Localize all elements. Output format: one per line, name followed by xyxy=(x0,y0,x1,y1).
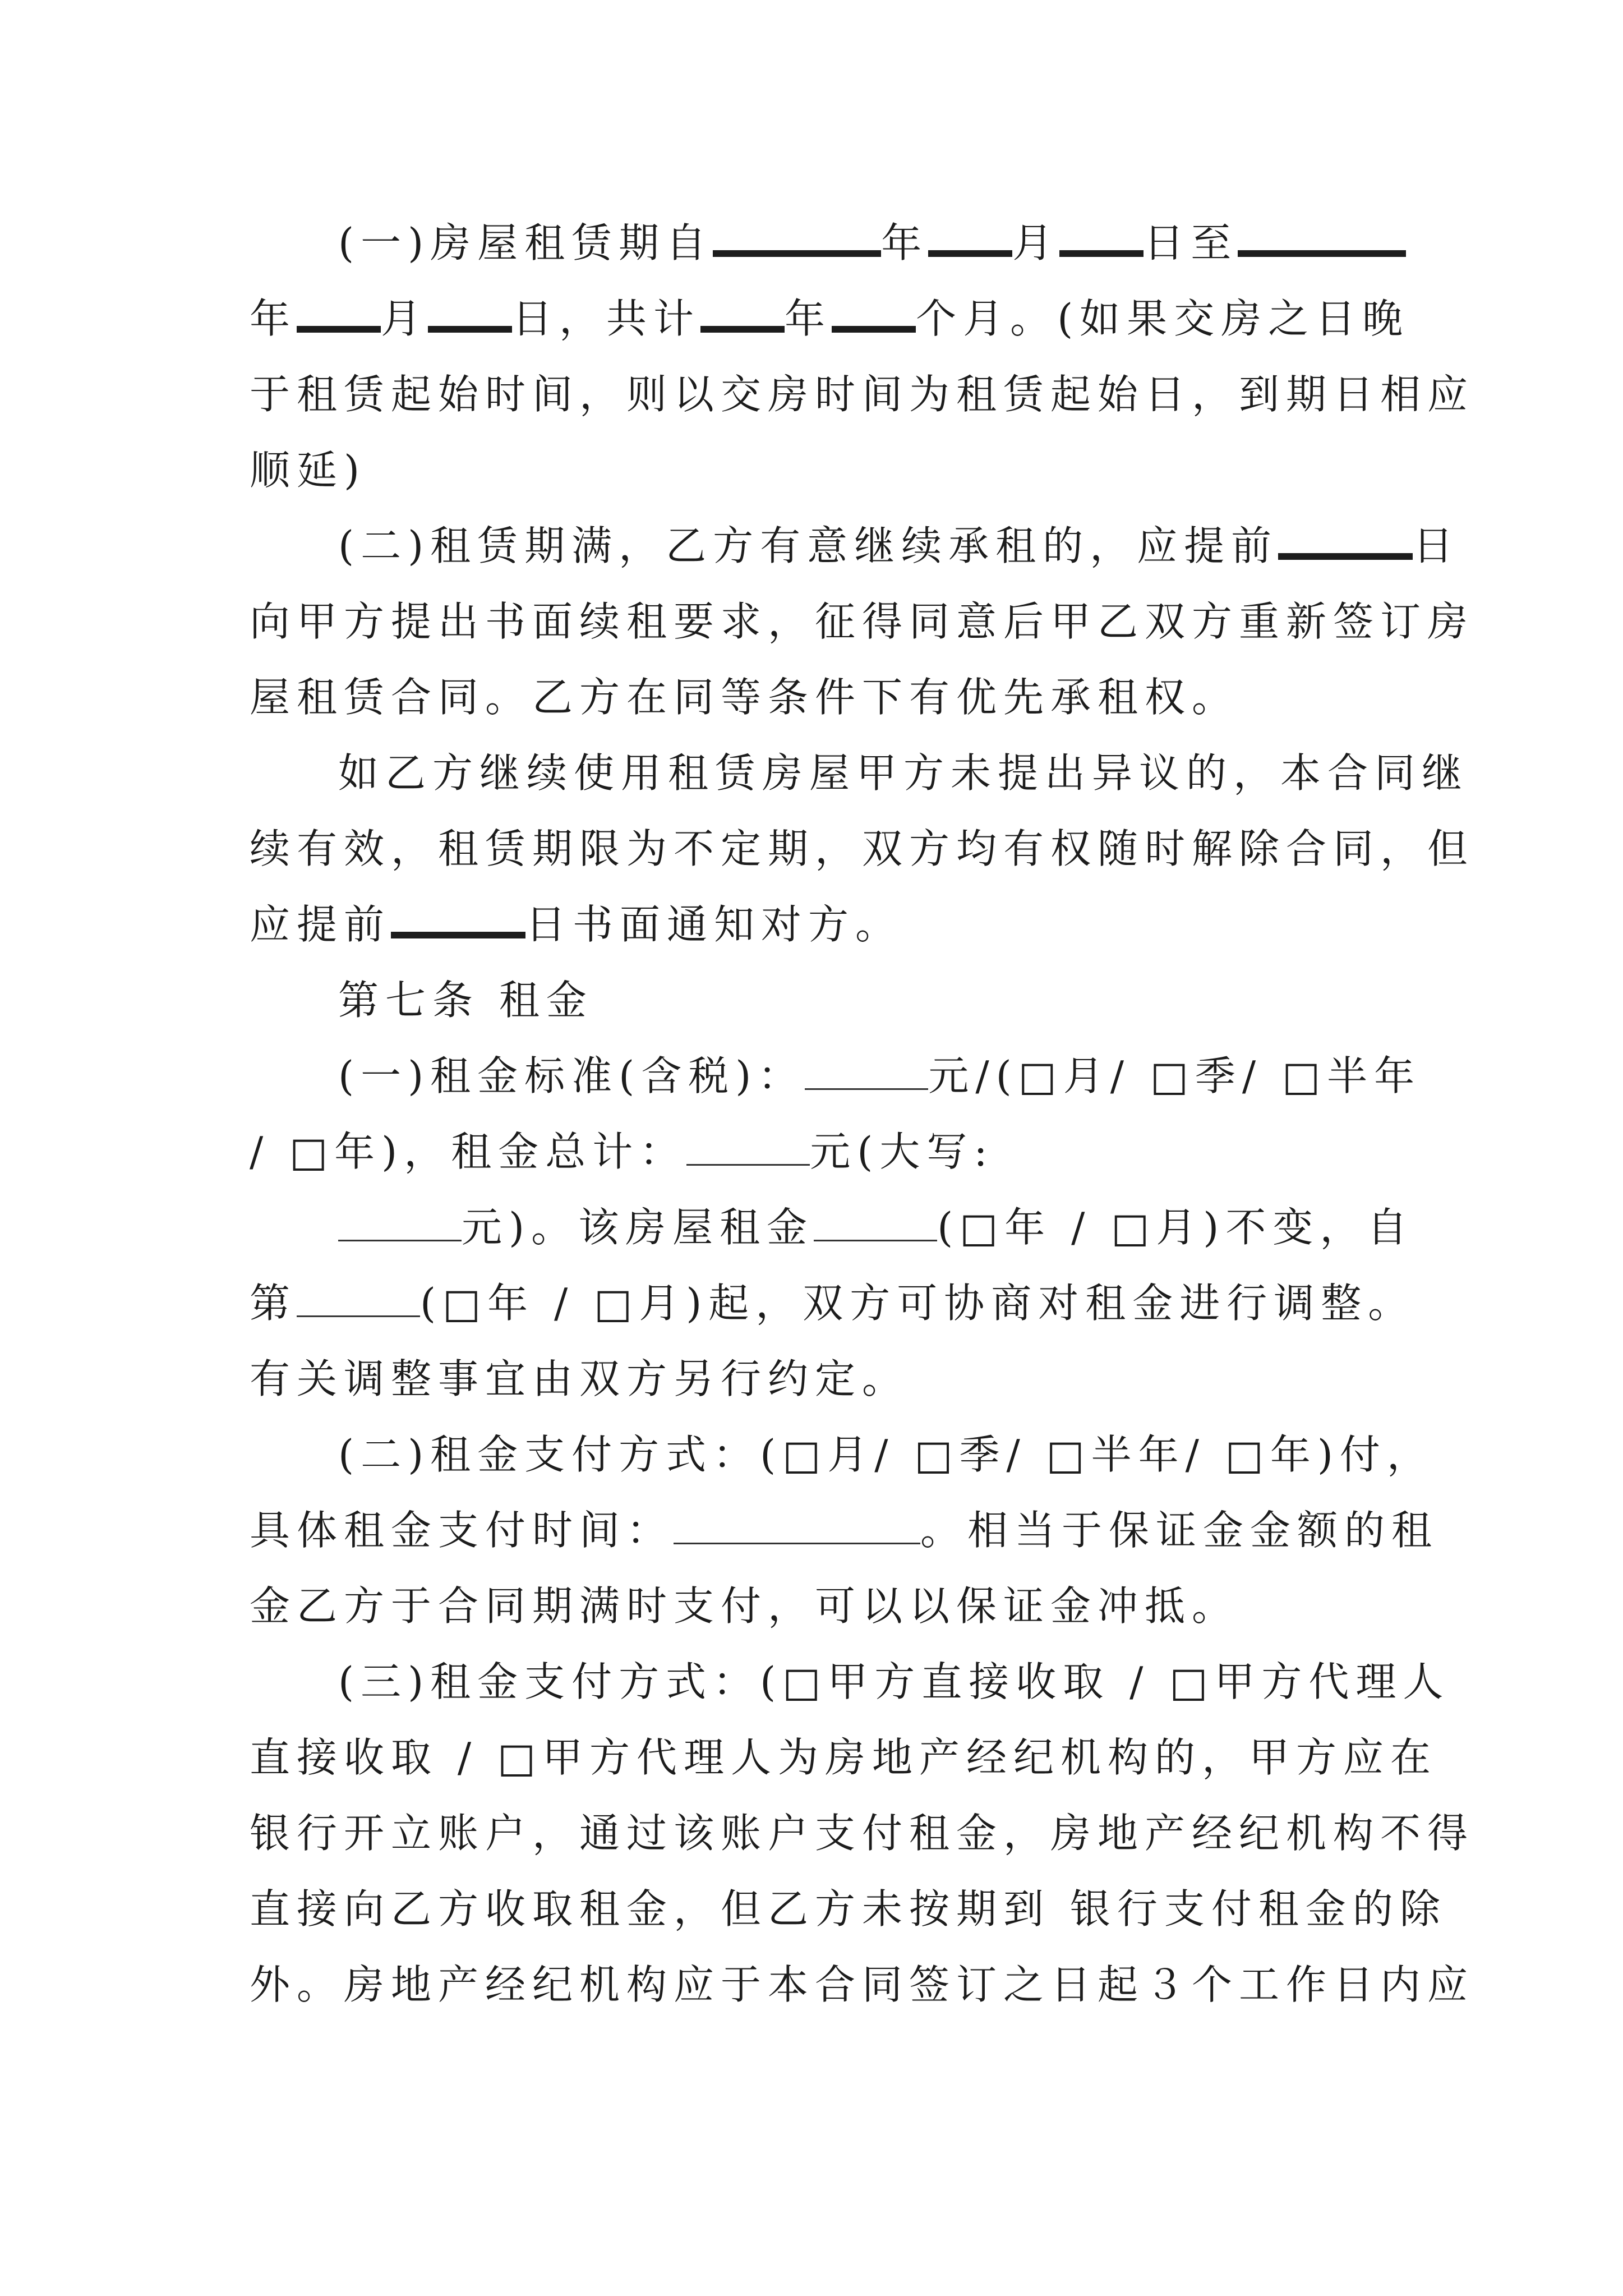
fill-in-blank[interactable] xyxy=(686,1136,810,1166)
text-run: 向甲方提出书面续租要求，征得同意后甲乙双方重新签订房 xyxy=(250,598,1475,645)
text-line xyxy=(250,1871,1447,1947)
fill-in-blank[interactable] xyxy=(700,299,785,333)
text-line xyxy=(250,583,1475,660)
text-line xyxy=(250,1492,1439,1568)
text-run: (三)租金支付方式：(□甲方直接收取 / □甲方代理人 xyxy=(338,1658,1450,1705)
fill-in-blank[interactable] xyxy=(297,1287,420,1317)
text-run: 于租赁起始时间，则以交房时间为租赁起始日，到期日相应 xyxy=(250,371,1475,418)
text-run: 日 xyxy=(1413,522,1460,569)
fill-in-blank[interactable] xyxy=(713,223,881,257)
text-run: 年 xyxy=(250,295,297,342)
text-line xyxy=(250,1265,1415,1341)
fill-in-blank[interactable] xyxy=(814,1212,937,1241)
text-run: 外。房地产经纪机构应于本合同签订之日起３个工作日内应 xyxy=(250,1961,1475,2008)
text-line xyxy=(250,1719,1438,1796)
text-run: 顺延) xyxy=(250,447,367,494)
fill-in-blank[interactable] xyxy=(391,905,525,938)
text-run: (一)房屋租赁期自 xyxy=(338,219,713,266)
text-line xyxy=(250,886,1382,963)
text-line xyxy=(250,1341,1382,1417)
text-run: 日书面通知对方。 xyxy=(525,901,903,948)
text-run: 直接收取 / □甲方代理人为房地产经纪机构的，甲方应在 xyxy=(250,1734,1438,1781)
text-run: 日至 xyxy=(1144,219,1238,266)
fill-in-blank[interactable] xyxy=(1238,223,1406,257)
text-run: 有关调整事宜由双方另行约定。 xyxy=(250,1355,910,1402)
text-run: 如乙方继续使用租赁房屋甲方未提出异议的，本合同继 xyxy=(338,749,1469,797)
text-run: 元)。该房屋租金 xyxy=(462,1204,814,1251)
fill-in-blank[interactable] xyxy=(297,299,381,333)
section-heading xyxy=(338,962,1382,1038)
text-run: (一)租金标准(含税)： xyxy=(338,1052,805,1099)
fill-in-blank[interactable] xyxy=(338,1212,462,1241)
text-run: (二)租金支付方式：(□月/ □季/ □半年/ □年)付， xyxy=(338,1431,1434,1478)
text-run: 续有效，租赁期限为不定期，双方均有权随时解除合同，但 xyxy=(250,825,1475,872)
text-line xyxy=(338,735,1469,811)
text-run: (二)租赁期满，乙方有意继续承租的，应提前 xyxy=(338,522,1279,569)
fill-in-blank[interactable] xyxy=(1059,223,1144,257)
text-run: 第七条 租金 xyxy=(338,977,593,1024)
text-run: 年 xyxy=(785,295,832,342)
text-run: 。相当于保证金金额的租 xyxy=(920,1507,1439,1554)
text-run: 元(大写: xyxy=(810,1128,994,1175)
text-line xyxy=(250,1795,1475,1871)
text-run: 日，共计 xyxy=(512,295,701,342)
text-run: (□年 / □月)起，双方可协商对租金进行调整。 xyxy=(420,1280,1415,1327)
text-run: 第 xyxy=(250,1280,297,1327)
text-run: / □年)，租金总计： xyxy=(250,1128,687,1175)
text-line xyxy=(338,1189,1414,1266)
fill-in-blank[interactable] xyxy=(928,223,1012,257)
text-line xyxy=(250,811,1475,887)
text-run: 个月。(如果交房之日晚 xyxy=(916,295,1410,342)
text-line xyxy=(338,1644,1450,1720)
text-line xyxy=(338,205,1382,281)
text-run: 应提前 xyxy=(250,901,391,948)
text-run: 金乙方于合同期满时支付，可以以保证金冲抵。 xyxy=(250,1582,1239,1630)
text-run: 银行开立账户，通过该账户支付租金，房地产经纪机构不得 xyxy=(250,1810,1475,1857)
text-line xyxy=(250,432,1382,508)
fill-in-blank[interactable] xyxy=(805,1060,928,1090)
text-line xyxy=(250,659,1382,735)
fill-in-blank[interactable] xyxy=(1278,526,1413,560)
text-line xyxy=(250,1114,1382,1190)
text-run: 直接向乙方收取租金，但乙方未按期到 银行支付租金的除 xyxy=(250,1885,1447,1932)
text-run: 月 xyxy=(1012,219,1060,266)
text-line xyxy=(338,508,1460,584)
text-run: 月 xyxy=(381,295,428,342)
text-run: 元/(□月/ □季/ □半年 xyxy=(928,1052,1422,1099)
text-run: 屋租赁合同。乙方在同等条件下有优先承租权。 xyxy=(250,674,1239,721)
text-line xyxy=(250,280,1410,357)
text-line xyxy=(338,1038,1422,1114)
text-line xyxy=(250,1568,1382,1644)
text-line xyxy=(250,1947,1475,2023)
text-run: (□年 / □月)不变，自 xyxy=(937,1204,1414,1251)
fill-in-blank[interactable] xyxy=(428,299,512,333)
text-line xyxy=(250,356,1475,432)
text-run: 具体租金支付时间： xyxy=(250,1507,674,1554)
fill-in-blank[interactable] xyxy=(832,299,916,333)
fill-in-blank[interactable] xyxy=(674,1515,920,1544)
text-run: 年 xyxy=(881,219,929,266)
text-line xyxy=(338,1416,1434,1493)
